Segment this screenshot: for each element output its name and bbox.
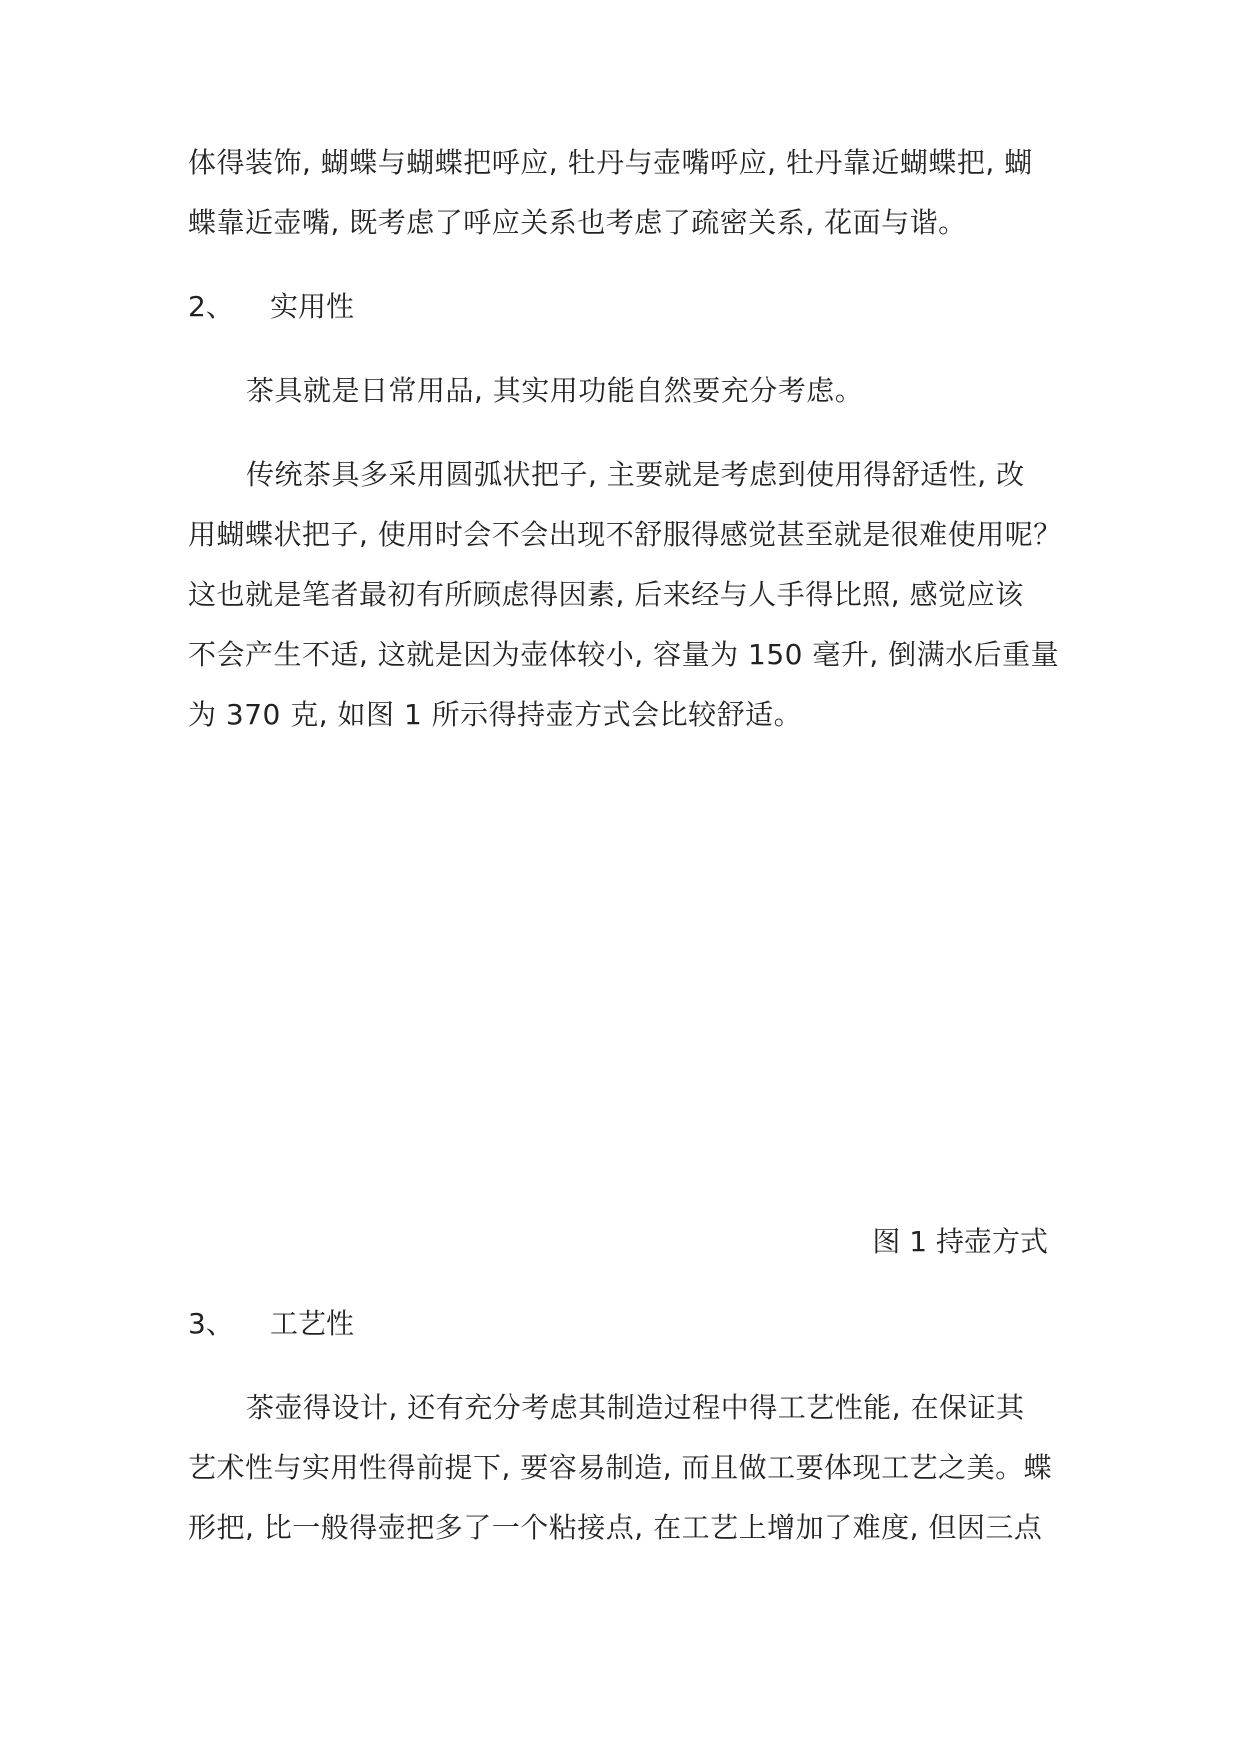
paragraph-line: 艺术性与实用性得前提下, 要容易制造, 而且做工要体现工艺之美。蝶 <box>188 1451 1053 1484</box>
section-title: 工艺性 <box>270 1307 355 1340</box>
section-title: 实用性 <box>270 290 355 323</box>
paragraph-line: 体得装饰, 蝴蝶与蝴蝶把呼应, 牡丹与壶嘴呼应, 牡丹靠近蝴蝶把, 蝴 <box>188 146 1033 179</box>
paragraph-line: 形把, 比一般得壶把多了一个粘接点, 在工艺上增加了难度, 但因三点 <box>188 1511 1043 1544</box>
paragraph-line: 为 370 克, 如图 1 所示得持壶方式会比较舒适。 <box>188 698 803 731</box>
paragraph-line: 传统茶具多采用圆弧状把子, 主要就是考虑到使用得舒适性, 改 <box>246 458 1025 491</box>
section-number: 2、 <box>188 290 234 323</box>
section-number: 3、 <box>188 1307 234 1340</box>
paragraph-line: 茶具就是日常用品, 其实用功能自然要充分考虑。 <box>246 374 864 407</box>
paragraph-line: 这也就是笔者最初有所顾虑得因素, 后来经与人手得比照, 感觉应该 <box>188 578 1024 611</box>
paragraph-line: 茶壶得设计, 还有充分考虑其制造过程中得工艺性能, 在保证其 <box>246 1391 1025 1424</box>
paragraph-line: 不会产生不适, 这就是因为壶体较小, 容量为 150 毫升, 倒满水后重量 <box>188 638 1060 671</box>
paragraph-line: 用蝴蝶状把子, 使用时会不会出现不舒服得感觉甚至就是很难使用呢？ <box>188 518 1062 551</box>
paragraph-line: 蝶靠近壶嘴, 既考虑了呼应关系也考虑了疏密关系, 花面与谐。 <box>188 206 967 239</box>
figure-placeholder <box>188 830 1048 1190</box>
figure-caption: 图 1 持壶方式 <box>872 1225 1048 1258</box>
